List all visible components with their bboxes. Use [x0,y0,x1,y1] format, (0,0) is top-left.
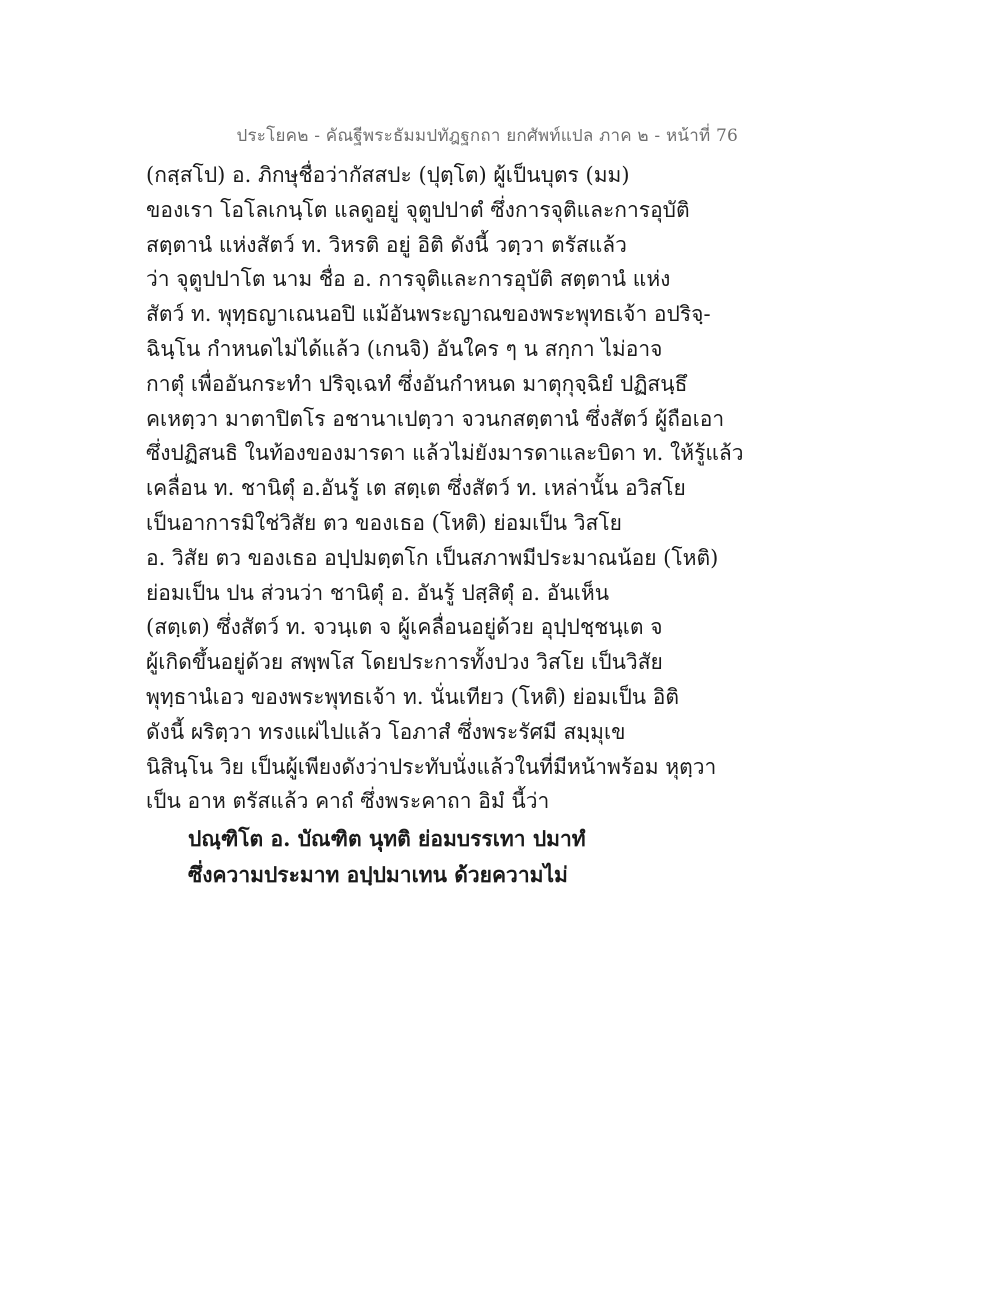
text-line: นิสินฺโน วิย เป็นผู้เพียงดังว่าประทับนั่งแล้วในที่มีหน้าพร้อม หุตฺวา [146,754,717,779]
text-line: (สตฺเต) ซึ่งสัตว์ ท. จวนฺเต จ ผู้เคลื่อนอยู่ด้วย อุปฺปชฺชนฺเต จ [146,615,663,640]
text-line: ดังนี้ ผริตฺวา ทรงแผ่ไปแล้ว โอภาสํ ซึ่งพระรัศมี สมฺมุเข [146,719,626,744]
text-line: เคลื่อน ท. ชานิตุํ อ.อันรู้ เต สตฺเต ซึ่งสัตว์ ท. เหล่านั้น อวิสโย [146,476,686,501]
text-line: ฉินฺโน กำหนดไม่ได้แล้ว (เกนจิ) อันใคร ๆ น สกฺกา ไม่อาจ [146,336,663,361]
verse-line: ซึ่งความประมาท อปฺปมาเทน ด้วยความไม่ [188,862,568,888]
text-line: เป็น อาห ตรัสแล้ว คาถํ ซึ่งพระคาถา อิมํ นี้ว่า [146,789,550,814]
body-text [146,158,766,893]
text-line: ซึ่งปฏิสนธิ ในท้องของมารดา แล้วไม่ยังมารดาและบิดา ท. ให้รู้แล้ว [146,441,744,466]
text-line: ว่า จุตูปปาโต นาม ชื่อ อ. การจุติและการอุบัติ สตฺตานํ แห่ง [146,267,671,292]
text-line: สตฺตานํ แห่งสัตว์ ท. วิหรติ อยู่ อิติ ดังนี้ วตฺวา ตรัสแล้ว [146,232,627,257]
text-line: คเหตฺวา มาตาปิตโร อชานาเปตฺวา จวนกสตฺตานํ ซึ่งสัตว์ ผู้ถือเอา [146,406,725,431]
text-line: ย่อมเป็น ปน ส่วนว่า ชานิตุํ อ. อันรู้ ปสฺสิตุํ อ. อันเห็น [146,580,610,605]
text-line: กาตุํ เพื่ออันกระทำ ปริจฺเฉทํ ซึ่งอันกำหนด มาตุกุจฺฉิยํ ปฏิสนฺธึ [146,371,688,396]
text-line: อ. วิสัย ตว ของเธอ อปฺปมตฺตโก เป็นสภาพมีประมาณน้อย (โหติ) [146,545,719,570]
running-header: ประโยค๒ - คัณฐีพระธัมมปทัฎฐกถา ยกศัพท์แปล ภาค ๒ - หน้าที่ 76 [236,126,738,146]
text-line: (กสฺสโป) อ. ภิกษุชื่อว่ากัสสปะ (ปุตฺโต) ผู้เป็นบุตร (มม) [146,163,630,187]
text-line: พุทฺธานํเอว ของพระพุทธเจ้า ท. นั่นเทียว (โหติ) ย่อมเป็น อิติ [146,684,680,709]
text-line: เป็นอาการมิใช่วิสัย ตว ของเธอ (โหติ) ย่อมเป็น วิสโย [146,510,622,535]
text-line: สัตว์ ท. พุทฺธญาเณนอปิ แม้อันพระญาณของพระพุทธเจ้า อปริจฺ- [146,302,711,327]
verse-line: ปณฺฑิโต อ. บัณฑิต นุทติ ย่อมบรรเทา ปมาทํ [188,826,586,852]
verse-block [146,821,766,893]
text-line: ของเรา โอโลเกนฺโต แลดูอยู่ จุตูปปาตํ ซึ่งการจุติและการอุบัติ [146,197,690,222]
text-line: ผู้เกิดขึ้นอยู่ด้วย สพฺพโส โดยประการทั้งปวง วิสโย เป็นวิสัย [146,650,663,675]
